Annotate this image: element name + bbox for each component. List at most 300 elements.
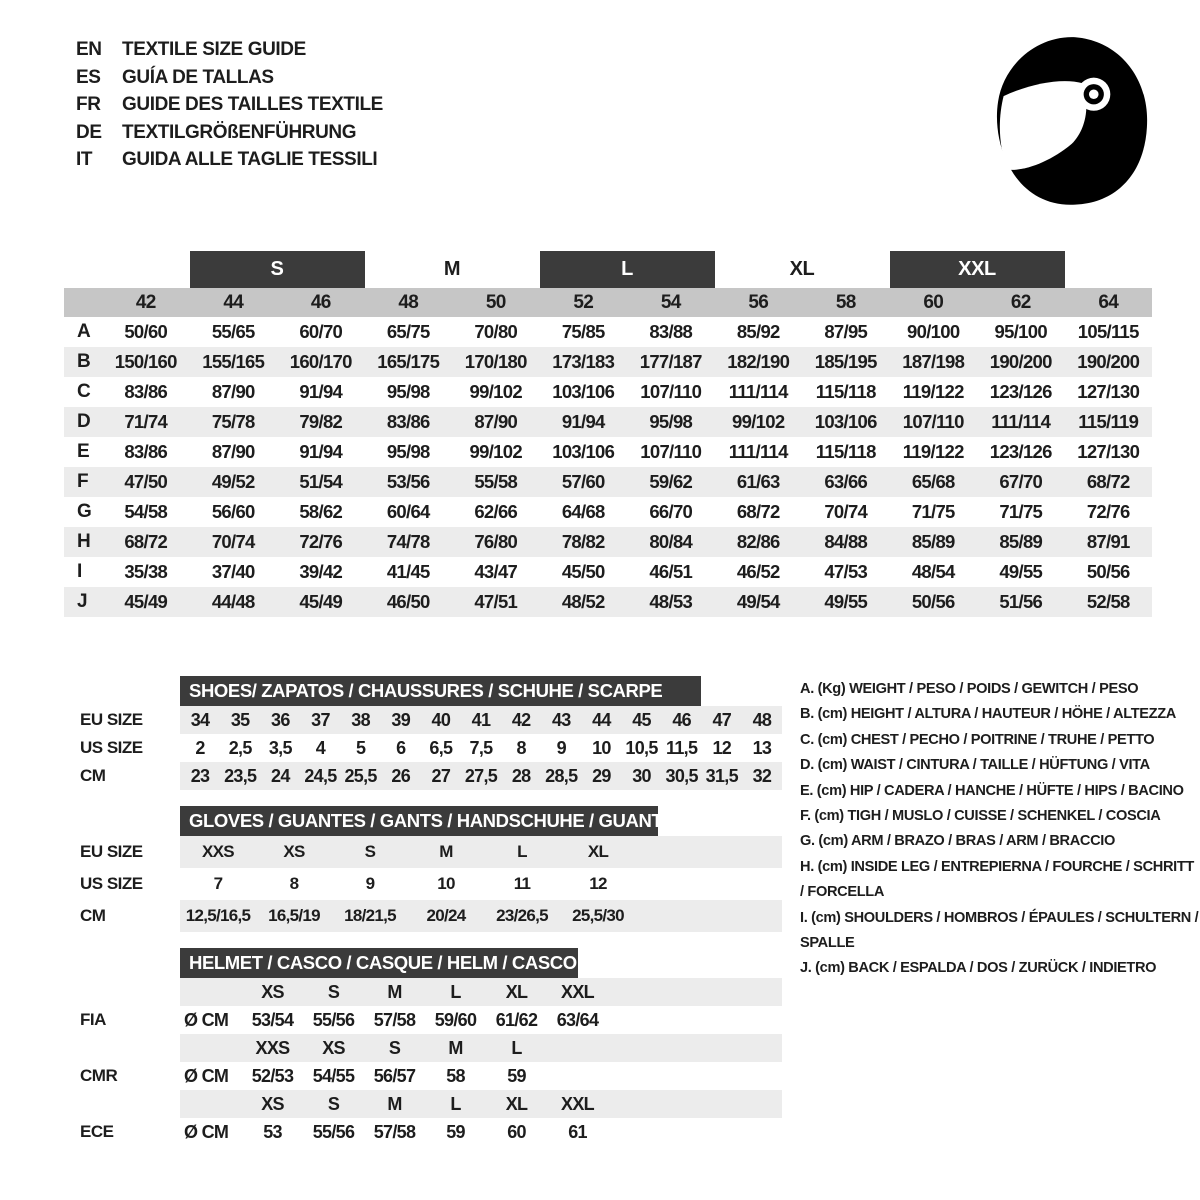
measurement-value: 95/98 <box>386 381 430 402</box>
numeric-size: 46 <box>310 291 331 313</box>
glove-size-value: 11 <box>513 874 531 893</box>
shoe-size-value: 5 <box>355 737 366 758</box>
legend-item: C. (cm) CHEST / PECHO / POITRINE / TRUHE / PETTO <box>800 731 1155 748</box>
helmet-row-values <box>180 1090 782 1118</box>
helmet-size-value: 59 <box>507 1065 526 1086</box>
legend-item: G. (cm) ARM / BRAZO / BRAS / ARM / BRACCIO <box>800 833 1116 850</box>
helmet-unit-label: Ø CM <box>184 1065 229 1086</box>
measurement-row <box>64 557 1152 587</box>
measurement-value: 123/126 <box>989 441 1052 462</box>
language-title: TEXTILGRÖßENFÜHRUNG <box>122 121 357 143</box>
glove-size-value: 23/26,5 <box>496 906 548 925</box>
measurement-value: 185/195 <box>814 351 877 372</box>
helmet-size-value: 55/56 <box>312 1009 355 1030</box>
row-letter: I <box>77 561 82 582</box>
measurement-row <box>64 347 1152 377</box>
helmet-size-value: 63/64 <box>556 1009 599 1030</box>
helmet-standard-label: FIA <box>80 1010 106 1029</box>
shoe-size-value: 44 <box>592 709 611 730</box>
numeric-size: 52 <box>573 291 594 313</box>
size-group-s: S <box>190 251 365 288</box>
measurement-value: 49/54 <box>736 591 780 612</box>
glove-size-value: 25,5/30 <box>572 906 624 925</box>
gloves-row-values <box>180 836 782 868</box>
measurement-value: 49/52 <box>211 471 255 492</box>
gloves-row-label: EU SIZE <box>80 842 143 861</box>
measurement-value: 58/62 <box>299 501 343 522</box>
measurement-value: 75/85 <box>561 321 605 342</box>
shoes-row-label: EU SIZE <box>80 710 143 729</box>
measurement-value: 87/90 <box>211 381 255 402</box>
measurement-value: 107/110 <box>902 411 964 432</box>
measurement-value: 190/200 <box>1077 351 1140 372</box>
helmet-size-value: L <box>511 1037 522 1058</box>
helmet-size-value: 61 <box>568 1121 587 1142</box>
helmet-size-value: 53/54 <box>251 1009 294 1030</box>
shoe-size-value: 41 <box>471 709 491 730</box>
measurement-value: 72/76 <box>299 531 343 552</box>
helmet-size-value: 61/62 <box>495 1009 538 1030</box>
numeric-size: 50 <box>485 291 506 313</box>
corner-spacer <box>64 251 102 288</box>
shoe-size-value: 30,5 <box>665 765 698 786</box>
shoe-size-value: 9 <box>556 737 566 758</box>
shoes-row-label: CM <box>80 766 106 785</box>
shoes-row <box>80 706 782 734</box>
measurement-value: 123/126 <box>989 381 1052 402</box>
measurement-row <box>64 467 1152 497</box>
helmet-size-value: XS <box>322 1037 345 1058</box>
measurement-value: 190/200 <box>989 351 1052 372</box>
measurement-value: 49/55 <box>824 591 868 612</box>
helmet-size-value: S <box>327 981 340 1002</box>
helmet-size-value: XS <box>261 981 284 1002</box>
measurement-value: 70/74 <box>824 501 868 522</box>
shoe-size-value: 8 <box>516 737 526 758</box>
language-code: DE <box>76 121 102 143</box>
shoes-row-values <box>180 734 782 762</box>
helmet-size-value: 53 <box>263 1121 282 1142</box>
measurement-value: 68/72 <box>124 531 168 552</box>
measurement-value: 155/165 <box>202 351 265 372</box>
gloves-row-values <box>180 868 782 900</box>
shoes-row <box>80 762 782 790</box>
measurement-value: 71/75 <box>911 501 955 522</box>
measurement-value: 111/114 <box>728 381 788 402</box>
helmet-size-value: 55/56 <box>312 1121 355 1142</box>
measurement-value: 83/86 <box>386 411 430 432</box>
legend-item: F. (cm) TIGH / MUSLO / CUISSE / SCHENKEL / COSCIA <box>800 808 1161 825</box>
measurement-value: 78/82 <box>561 531 605 552</box>
measurement-value: 53/56 <box>386 471 430 492</box>
helmet-size-value: M <box>387 981 402 1002</box>
row-letter: C <box>77 381 91 402</box>
helmet-row <box>80 1118 782 1146</box>
measurement-value: 45/49 <box>299 591 343 612</box>
helmet-standard-label <box>80 1090 180 1118</box>
numeric-size: 60 <box>923 291 944 313</box>
glove-size-value: 16,5/19 <box>268 906 320 925</box>
measurement-value: 95/100 <box>994 321 1047 342</box>
measurement-value: 60/64 <box>386 501 430 522</box>
language-title: TEXTILE SIZE GUIDE <box>122 39 306 60</box>
measurement-value: 160/170 <box>289 351 352 372</box>
measurement-value: 83/88 <box>649 321 693 342</box>
glove-size-value: 18/21,5 <box>344 906 396 925</box>
shoe-size-value: 29 <box>592 765 611 786</box>
measurement-value: 177/187 <box>639 351 702 372</box>
shoe-size-value: 37 <box>311 709 330 730</box>
measurement-value: 49/55 <box>999 561 1043 582</box>
measurement-value: 68/72 <box>1086 471 1130 492</box>
measurement-value: 115/118 <box>815 441 876 462</box>
measurement-value: 37/40 <box>211 561 255 582</box>
shoe-size-value: 34 <box>190 709 210 730</box>
shoe-size-value: 30 <box>632 765 651 786</box>
helmet-row-values <box>180 1006 782 1034</box>
shoe-size-value: 39 <box>391 709 411 730</box>
shoe-size-value: 10 <box>592 737 611 758</box>
legend-item: H. (cm) INSIDE LEG / ENTREPIERNA / FOURCHE / SCHRITT / FORCELLA <box>800 858 1194 901</box>
measurement-value: 115/119 <box>1078 411 1139 432</box>
shoe-size-value: 2,5 <box>228 737 252 758</box>
helmet-size-value: M <box>387 1093 402 1114</box>
measurement-value: 39/42 <box>299 561 343 582</box>
measurement-value: 103/106 <box>552 381 615 402</box>
helmet-unit-label: Ø CM <box>184 1009 229 1030</box>
measurement-value: 105/115 <box>1077 321 1139 342</box>
measurement-value: 65/75 <box>386 321 430 342</box>
size-group-xl: XL <box>789 258 815 280</box>
row-letter: H <box>77 531 91 552</box>
helmet-row-values <box>180 978 782 1006</box>
glove-size-value: XL <box>587 842 609 861</box>
numeric-size: 62 <box>1010 291 1031 313</box>
measurement-value: 91/94 <box>561 411 605 432</box>
helmet-size-value: L <box>450 981 461 1002</box>
legend-item: J. (cm) BACK / ESPALDA / DOS / ZURÜCK / INDIETRO <box>800 960 1157 977</box>
helmet-size-value: L <box>450 1093 461 1114</box>
size-group-m: M <box>443 258 461 280</box>
measurement-value: 119/122 <box>902 441 964 462</box>
measurement-value: 48/53 <box>649 591 693 612</box>
gloves-row-label: CM <box>80 906 106 925</box>
shoes-row <box>80 734 782 762</box>
row-letter: A <box>77 321 91 342</box>
glove-size-value: XS <box>283 842 305 861</box>
row-letter: G <box>77 501 92 522</box>
helmet-table-title: HELMET / CASCO / CASQUE / HELM / CASCO <box>180 948 578 978</box>
shoe-size-value: 2 <box>195 737 205 758</box>
measurement-value: 76/80 <box>474 531 518 552</box>
shoe-size-value: 42 <box>511 709 531 730</box>
shoe-size-value: 38 <box>351 709 370 730</box>
measurement-value: 150/160 <box>114 351 177 372</box>
language-code: FR <box>76 94 101 115</box>
measurement-row <box>64 407 1152 437</box>
shoe-size-value: 27,5 <box>464 765 498 786</box>
language-title: GUIDE DES TAILLES TEXTILE <box>122 94 383 115</box>
measurement-value: 87/90 <box>211 441 255 462</box>
language-title: GUIDA ALLE TAGLIE TESSILI <box>122 149 378 170</box>
row-letter: D <box>77 411 91 432</box>
measurement-legend <box>800 677 1200 982</box>
shoe-size-value: 26 <box>391 765 411 786</box>
helmet-standard-label: ECE <box>80 1122 114 1141</box>
helmet-size-table <box>80 948 782 1146</box>
helmet-row-values <box>180 1062 782 1090</box>
measurement-row <box>64 437 1152 467</box>
numeric-size: 56 <box>748 291 769 313</box>
measurement-value: 55/65 <box>211 321 255 342</box>
measurement-value: 91/94 <box>299 441 343 462</box>
measurement-value: 67/70 <box>999 471 1043 492</box>
racing-helmet-icon <box>972 28 1164 212</box>
measurement-value: 99/102 <box>469 381 522 402</box>
measurement-value: 107/110 <box>640 441 702 462</box>
measurement-value: 127/130 <box>1077 441 1140 462</box>
measurement-cells <box>102 407 1152 437</box>
measurement-value: 85/89 <box>911 531 955 552</box>
shoe-size-value: 43 <box>551 709 571 730</box>
measurement-value: 59/62 <box>649 471 693 492</box>
shoe-size-value: 11,5 <box>666 737 698 758</box>
numeric-size: 48 <box>398 291 419 313</box>
shoe-size-value: 47 <box>712 709 732 730</box>
measurement-value: 50/60 <box>124 321 168 342</box>
helmet-size-value: 56/57 <box>373 1065 416 1086</box>
measurement-value: 99/102 <box>469 441 522 462</box>
measurement-value: 60/70 <box>299 321 343 342</box>
size-group-cells <box>102 251 1152 288</box>
shoes-size-table <box>80 676 782 790</box>
row-letter: B <box>77 351 91 372</box>
measurement-value: 62/66 <box>474 501 518 522</box>
measurement-value: 95/98 <box>386 441 430 462</box>
measurement-value: 82/86 <box>736 531 780 552</box>
measurement-value: 57/60 <box>561 471 605 492</box>
helmet-row <box>80 1006 782 1034</box>
gloves-row-values <box>180 900 782 932</box>
shoes-row-values <box>180 762 782 790</box>
measurement-row <box>64 587 1152 617</box>
helmet-size-value: S <box>327 1093 340 1114</box>
shoe-size-value: 25,5 <box>344 765 377 786</box>
glove-size-value: XXS <box>202 842 234 861</box>
helmet-unit-label: Ø CM <box>184 1121 229 1142</box>
measurement-value: 70/80 <box>474 321 518 342</box>
measurement-value: 72/76 <box>1086 501 1130 522</box>
gloves-size-table <box>80 806 782 932</box>
gloves-row <box>80 900 782 932</box>
shoe-size-value: 13 <box>752 737 772 758</box>
measurement-value: 84/88 <box>824 531 868 552</box>
shoe-size-value: 7,5 <box>469 737 493 758</box>
shoe-size-value: 23,5 <box>224 765 257 786</box>
shoe-size-value: 35 <box>230 709 250 730</box>
measurement-row <box>64 497 1152 527</box>
measurement-value: 64/68 <box>561 501 605 522</box>
measurement-value: 91/94 <box>299 381 343 402</box>
measurement-cells <box>102 587 1152 617</box>
numeric-size-cells <box>102 288 1152 317</box>
shoe-size-value: 23 <box>190 765 210 786</box>
helmet-row <box>80 1090 782 1118</box>
language-code: EN <box>76 39 102 60</box>
glove-size-value: S <box>364 842 376 861</box>
legend-item: B. (cm) HEIGHT / ALTURA / HAUTEUR / HÖHE / ALTEZZA <box>800 706 1176 723</box>
measurement-value: 41/45 <box>386 561 430 582</box>
measurement-value: 90/100 <box>907 321 960 342</box>
glove-size-value: 20/24 <box>426 906 466 925</box>
measurement-value: 48/54 <box>911 561 955 582</box>
helmet-size-value: XL <box>505 981 528 1002</box>
language-title: GUÍA DE TALLAS <box>122 66 274 88</box>
helmet-row-values <box>180 1118 782 1146</box>
shoe-size-value: 28 <box>511 765 531 786</box>
language-code: ES <box>76 66 101 88</box>
numeric-size: 42 <box>135 291 156 313</box>
measurement-value: 170/180 <box>464 351 527 372</box>
helmet-size-value: XS <box>261 1093 284 1114</box>
helmet-size-value: XL <box>505 1093 528 1114</box>
measurement-value: 173/183 <box>552 351 615 372</box>
glove-size-value: 10 <box>437 874 455 893</box>
glove-size-value: 12 <box>589 874 607 893</box>
measurement-value: 127/130 <box>1077 381 1140 402</box>
shoe-size-value: 6,5 <box>429 737 453 758</box>
measurement-value: 115/118 <box>815 381 876 402</box>
shoe-size-value: 24 <box>271 765 290 786</box>
glove-size-value: 8 <box>289 874 299 893</box>
shoe-size-value: 4 <box>315 737 326 758</box>
glove-size-value: 9 <box>365 874 375 893</box>
band-spacer <box>64 288 102 317</box>
measurement-value: 70/74 <box>211 531 255 552</box>
shoes-table-title: SHOES/ ZAPATOS / CHAUSSURES / SCHUHE / SCARPE <box>180 676 701 706</box>
measurement-value: 68/72 <box>736 501 780 522</box>
measurement-row <box>64 317 1152 347</box>
helmet-rows <box>80 978 782 1146</box>
measurement-rows <box>64 317 1152 617</box>
shoes-row-label: US SIZE <box>80 738 143 757</box>
numeric-size: 54 <box>660 291 681 313</box>
helmet-row <box>80 978 782 1006</box>
helmet-size-value: XXL <box>561 1093 594 1114</box>
language-row <box>76 64 383 92</box>
measurement-value: 45/50 <box>561 561 605 582</box>
helmet-size-value: 57/58 <box>373 1009 416 1030</box>
shoe-size-value: 36 <box>271 709 290 730</box>
measurement-value: 55/58 <box>474 471 518 492</box>
shoe-size-value: 31,5 <box>705 765 738 786</box>
measurement-value: 56/60 <box>211 501 255 522</box>
measurement-cells <box>102 377 1152 407</box>
shoe-size-value: 3,5 <box>268 737 292 758</box>
shoe-size-value: 45 <box>632 709 651 730</box>
helmet-size-value: 54/55 <box>312 1065 355 1086</box>
measurement-value: 187/198 <box>902 351 965 372</box>
glove-size-value: 7 <box>213 874 223 893</box>
measurement-value: 95/98 <box>649 411 693 432</box>
shoe-size-value: 10,5 <box>625 737 658 758</box>
shoe-size-value: 24,5 <box>304 765 337 786</box>
measurement-value: 46/51 <box>649 561 693 582</box>
measurement-value: 45/49 <box>124 591 168 612</box>
helmet-row <box>80 1034 782 1062</box>
shoe-size-value: 48 <box>752 709 772 730</box>
measurement-value: 47/50 <box>124 471 168 492</box>
measurement-value: 48/52 <box>561 591 605 612</box>
row-letter: E <box>77 441 90 462</box>
helmet-row <box>80 1062 782 1090</box>
gloves-row <box>80 836 782 868</box>
shoes-row-values <box>180 706 782 734</box>
shoe-size-value: 12 <box>712 737 732 758</box>
shoe-size-value: 28,5 <box>545 765 578 786</box>
gloves-row-label: US SIZE <box>80 874 143 893</box>
measurement-value: 71/74 <box>124 411 168 432</box>
legend-item: A. (Kg) WEIGHT / PESO / POIDS / GEWITCH / PESO <box>800 681 1139 697</box>
measurement-cells <box>102 347 1152 377</box>
measurement-value: 182/190 <box>727 351 790 372</box>
measurement-value: 99/102 <box>732 411 785 432</box>
measurement-value: 119/122 <box>902 381 964 402</box>
measurement-cells <box>102 467 1152 497</box>
numeric-size: 44 <box>223 291 244 313</box>
helmet-standard-label: CMR <box>80 1066 118 1085</box>
size-group-l: L <box>540 251 715 288</box>
measurement-row <box>64 527 1152 557</box>
measurement-value: 52/58 <box>1086 591 1130 612</box>
measurement-value: 51/56 <box>999 591 1043 612</box>
shoe-size-value: 46 <box>672 709 691 730</box>
measurement-value: 87/90 <box>474 411 518 432</box>
helmet-size-value: XXL <box>561 981 594 1002</box>
shoe-size-value: 27 <box>431 765 451 786</box>
language-row <box>76 36 383 64</box>
measurement-value: 107/110 <box>640 381 702 402</box>
row-letter: J <box>77 591 88 612</box>
measurement-value: 35/38 <box>124 561 168 582</box>
helmet-standard-label <box>80 978 180 1006</box>
measurement-value: 43/47 <box>474 561 518 582</box>
shoe-size-value: 6 <box>396 737 406 758</box>
gloves-table-title: GLOVES / GUANTES / GANTS / HANDSCHUHE / GUANTI <box>180 806 658 836</box>
helmet-size-value: 58 <box>446 1065 465 1086</box>
measurement-value: 83/86 <box>124 441 168 462</box>
language-row <box>76 91 383 119</box>
measurement-value: 66/70 <box>649 501 693 522</box>
measurement-value: 65/68 <box>911 471 955 492</box>
glove-size-value: L <box>517 842 527 861</box>
row-letter: F <box>77 471 89 492</box>
helmet-row-values <box>180 1034 782 1062</box>
language-row <box>76 146 383 174</box>
size-group-header <box>64 251 1152 288</box>
measurement-cells <box>102 527 1152 557</box>
measurement-value: 87/91 <box>1086 531 1130 552</box>
measurement-value: 111/114 <box>991 411 1051 432</box>
measurement-value: 46/52 <box>736 561 780 582</box>
textile-size-table <box>64 251 1152 617</box>
measurement-value: 85/89 <box>999 531 1043 552</box>
measurement-row <box>64 377 1152 407</box>
measurement-cells <box>102 317 1152 347</box>
measurement-value: 51/54 <box>299 471 343 492</box>
measurement-value: 50/56 <box>911 591 955 612</box>
helmet-size-value: 60 <box>507 1121 526 1142</box>
